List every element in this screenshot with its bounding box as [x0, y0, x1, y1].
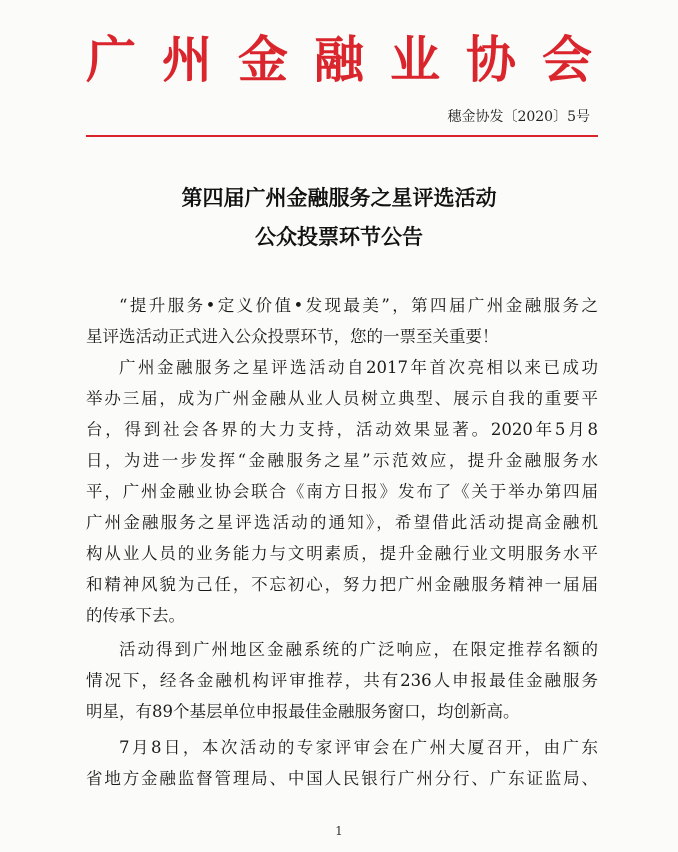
paragraph-line: 日，为进一步发挥“金融服务之星”示范效应，提升金融服务水	[86, 451, 598, 470]
paragraph-4	[86, 732, 598, 794]
document-number: 穗金协发〔2020〕5号	[447, 109, 590, 125]
paragraph-line: 构从业人员的业务能力与文明素质，提升金融行业文明服务水平	[86, 544, 598, 563]
paragraph-line: 活动得到广州地区金融系统的广泛响应，在限定推荐名额的	[119, 640, 598, 659]
paragraph-line: 明星，有89个基层单位申报最佳金融服务窗口，均创新高。	[86, 702, 520, 721]
paragraph-3	[86, 634, 598, 727]
paragraph-line: 举办三届，成为广州金融从业人员树立典型、展示自我的重要平	[86, 389, 598, 408]
paragraph-line: “提升服务•定义价值•发现最美”，第四届广州金融服务之	[119, 296, 598, 315]
page-number: 1	[335, 824, 343, 838]
announcement-title-line-2: 公众投票环节公告	[255, 224, 423, 249]
paragraph-1	[86, 290, 598, 352]
paragraph-line: 平，广州金融业协会联合《南方日报》发布了《关于举办第四届	[86, 482, 598, 501]
paragraph-line: 情况下，经各金融机构评审推荐，共有236人申报最佳金融服务	[86, 671, 598, 690]
paragraph-line: 星评选活动正式进入公众投票环节，您的一票至关重要！	[86, 327, 499, 346]
paragraph-line: 台，得到社会各界的大力支持，活动效果显著。2020年5月8	[86, 420, 598, 439]
paragraph-line: 省地方金融监督管理局、中国人民银行广州分行、广东证监局、	[86, 769, 598, 788]
paragraph-line: 广州金融服务之星评选活动自2017年首次亮相以来已成功	[119, 358, 598, 377]
paragraph-line: 广州金融服务之星评选活动的通知》，希望借此活动提高金融机	[86, 513, 598, 532]
paragraph-2	[86, 352, 598, 631]
red-divider-line	[86, 135, 598, 137]
paragraph-line: 的传承下去。	[86, 606, 185, 625]
paragraph-line: 7月8日，本次活动的专家评审会在广州大厦召开，由广东	[119, 738, 598, 757]
letterhead-org-name: 广州金融业协会	[86, 30, 618, 89]
announcement-title-line-1: 第四届广州金融服务之星评选活动	[181, 185, 497, 210]
paragraph-line: 和精神风貌为己任，不忘初心，努力把广州金融服务精神一届届	[86, 575, 598, 594]
